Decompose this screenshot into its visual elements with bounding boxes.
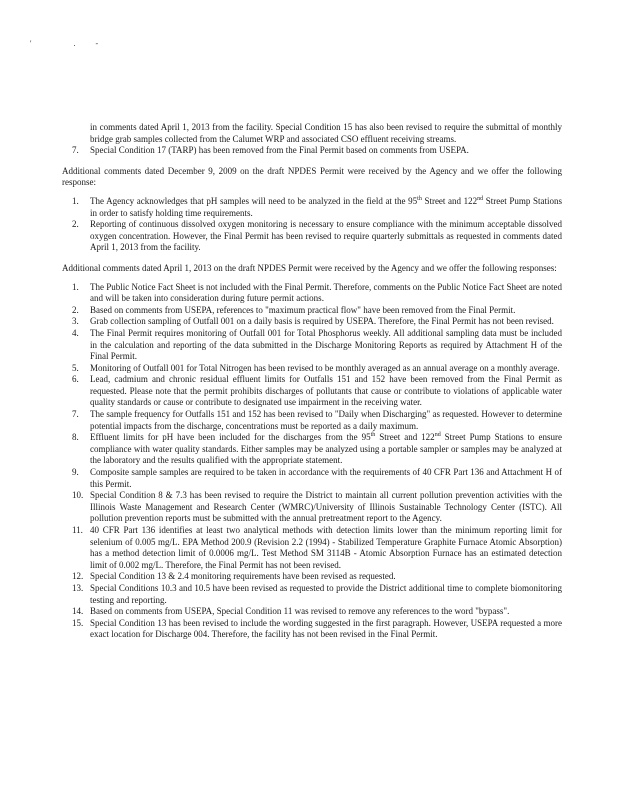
prior-list-item bbox=[62, 145, 562, 157]
list-item-number: 11. bbox=[72, 525, 83, 535]
list-item-text: Lead, cadmium and chronic residual effluent limits for Outfalls 151 and 152 have been removed from the Final Permit as requested. Please note that the permit prohibits discharges of pollutants that cause or contribute to violations of applicable water quality standards or cause or contribute to designated use impairment in the receiving water. bbox=[90, 374, 562, 408]
list-item-number: 12. bbox=[72, 571, 84, 582]
list-item bbox=[62, 363, 562, 375]
list-item bbox=[62, 219, 562, 254]
list-item-text: Reporting of continuous dissolved oxygen monitoring is necessary to ensure compliance with the minimum acceptable dissolved oxygen concentration. However, the Final Permit has been revised to require quarterly submittals as requested in comments dated April 1, 2013 from the facility. bbox=[90, 219, 562, 253]
list-item bbox=[62, 571, 562, 583]
list-item bbox=[62, 618, 562, 641]
list-item-text: Street and 122 bbox=[421, 195, 478, 206]
list-item-number: 9. bbox=[72, 467, 79, 478]
list-item bbox=[62, 490, 562, 525]
list-item bbox=[62, 467, 562, 490]
list-item-text: Special Conditions 10.3 and 10.5 have been revised as requested to provide the District additional time to complete biomonitoring testing and reporting. bbox=[90, 582, 562, 605]
list-item-text: The sample frequency for Outfalls 151 and 152 has been revised to "Daily when Discharging" as requested. However to determine potential impacts from the discharge, concentrations must be reported as a daily maximum. bbox=[90, 409, 562, 431]
list-item bbox=[62, 282, 562, 305]
list-item-text: Monitoring of Outfall 001 for Total Nitrogen has been revised to be monthly averaged as an annual average on a monthly average. bbox=[90, 362, 560, 373]
list-item bbox=[62, 196, 562, 219]
list-item-text: Based on comments from USEPA, references to "maximum practical flow" have been removed from the Final Permit. bbox=[90, 304, 516, 315]
scan-marks: ' .- bbox=[30, 39, 119, 48]
list-item bbox=[62, 374, 562, 409]
list-item-number: 2. bbox=[72, 304, 79, 315]
list-item-number: 13. bbox=[72, 582, 84, 593]
list-item-number: 1. bbox=[72, 195, 79, 206]
ordinal-suffix: nd bbox=[434, 432, 441, 439]
list-item-text: The Final Permit requires monitoring of Outfall 001 for Total Phosphorus weekly. All additional sampling data must be included in the calculation and reporting of the data submitted in the Discharge Monitoring Reports as required by Attachment H of the Final Permit. bbox=[90, 327, 562, 362]
list-item-text: The Agency acknowledges that pH samples will need to be analyzed in the field at the 95 bbox=[90, 195, 418, 206]
list-item-number: 1. bbox=[72, 281, 79, 292]
list-item bbox=[62, 525, 562, 571]
list-item-number: 8. bbox=[72, 432, 79, 443]
list-item bbox=[62, 328, 562, 363]
list-item-number: 2. bbox=[72, 219, 79, 230]
list-item-number: 7. bbox=[72, 409, 79, 420]
document-body bbox=[62, 122, 562, 641]
list-item-number: 5. bbox=[72, 362, 79, 373]
section-2-intro: Additional comments dated April 1, 2013 on the draft NPDES Permit were received by the Agency and we offer the following responses: bbox=[62, 262, 557, 273]
list-item-text: Effluent limits for pH have been included for the discharges from the 95 bbox=[90, 432, 371, 443]
list-item-text: Composite sample samples are required to be taken in accordance with the requirements of 40 CFR Part 136 and Attachment H of this Permit. bbox=[90, 467, 562, 489]
list-item-text: Special Condition 13 has been revised to include the wording suggested in the first paragraph. However, USEPA requested a more exact location for Discharge 004. Therefore, the facility has not been revised in the Final Permit. bbox=[90, 617, 562, 640]
list-item-text: The Public Notice Fact Sheet is not included with the Final Permit. Therefore, comments on the Public Notice Fact Sheet are noted and will be taken into consideration during future permit actions. bbox=[90, 281, 562, 304]
list-item bbox=[62, 409, 562, 432]
list-item-text: 40 CFR Part 136 identifies at least two analytical methods with detection limits lower than the minimum reporting limit for selenium of 0.005 mg/L. EPA Method 200.9 (Revision 2.2 (1994) - Stabilized Temperature Graphite Furnace Atomic Absorption) has a method detection limit of 0.0006 mg/L. Test Method SM 3114B - Atomic Absorption Furnace has an estimated detection limit of 0.002 mg/L. Therefore, the Final Permit has not been revised. bbox=[90, 525, 562, 570]
list-item-text: Special Condition 13 & 2.4 monitoring requirements have been revised as requested. bbox=[90, 571, 396, 582]
list-item bbox=[62, 305, 562, 317]
list-item bbox=[62, 583, 562, 606]
continuation-text: in comments dated April 1, 2013 from the facility. Special Condition 15 has also been revised to require the submittal of monthly bridge grab samples collected from the Calumet WRP and associated CSO effluent receiving streams. bbox=[90, 122, 562, 144]
list-item-number: 3. bbox=[72, 316, 79, 327]
list-item-text: Based on comments from USEPA, Special Condition 11 was revised to remove any references to the word "bypass". bbox=[90, 606, 510, 617]
list-item bbox=[62, 432, 562, 467]
list-item-number: 14. bbox=[72, 606, 84, 617]
list-item-number: 6. bbox=[72, 374, 79, 385]
ordinal-suffix: nd bbox=[477, 195, 484, 202]
list-item bbox=[62, 316, 562, 328]
list-item-text: Street Pump Stations to ensure compliance with water quality standards. Either samples may be analyzed using a portable sampler or samples may be analyzed at the laboratory and the results qualified with the appropriate statement. bbox=[90, 432, 562, 466]
list-item-text: Street and 122 bbox=[375, 432, 435, 443]
section-1-list bbox=[62, 196, 562, 254]
ordinal-suffix: th bbox=[370, 432, 376, 439]
list-item-text: Special Condition 8 & 7.3 has been revised to require the District to maintain all current pollution prevention activities with the Illinois Waste Management and Research Center (WMRC)/University of Illinois Sustainable Technology Center (ISTC). All pollution prevention reports must be submitted with the annual pretreatment report to the Agency. bbox=[90, 490, 562, 524]
prior-item-number: 7. bbox=[72, 145, 79, 156]
list-item-text: Street Pump Stations in order to satisfy holding time requirements. bbox=[90, 195, 562, 218]
prior-item-text: Special Condition 17 (TARP) has been removed from the Final Permit based on comments from USEPA. bbox=[90, 145, 469, 156]
list-item-number: 4. bbox=[72, 327, 79, 338]
list-item bbox=[62, 606, 562, 618]
list-item-number: 10. bbox=[72, 490, 84, 501]
list-item-text: Grab collection sampling of Outfall 001 on a daily basis is required by USEPA. Therefore, the Final Permit has not been revised. bbox=[90, 316, 554, 327]
list-item-number: 15. bbox=[72, 617, 84, 628]
section-2-list bbox=[62, 282, 562, 641]
section-1-intro: Additional comments dated December 9, 2009 on the draft NPDES Permit were received by the Agency and we offer the following response: bbox=[62, 165, 562, 188]
ordinal-suffix: th bbox=[417, 195, 422, 202]
